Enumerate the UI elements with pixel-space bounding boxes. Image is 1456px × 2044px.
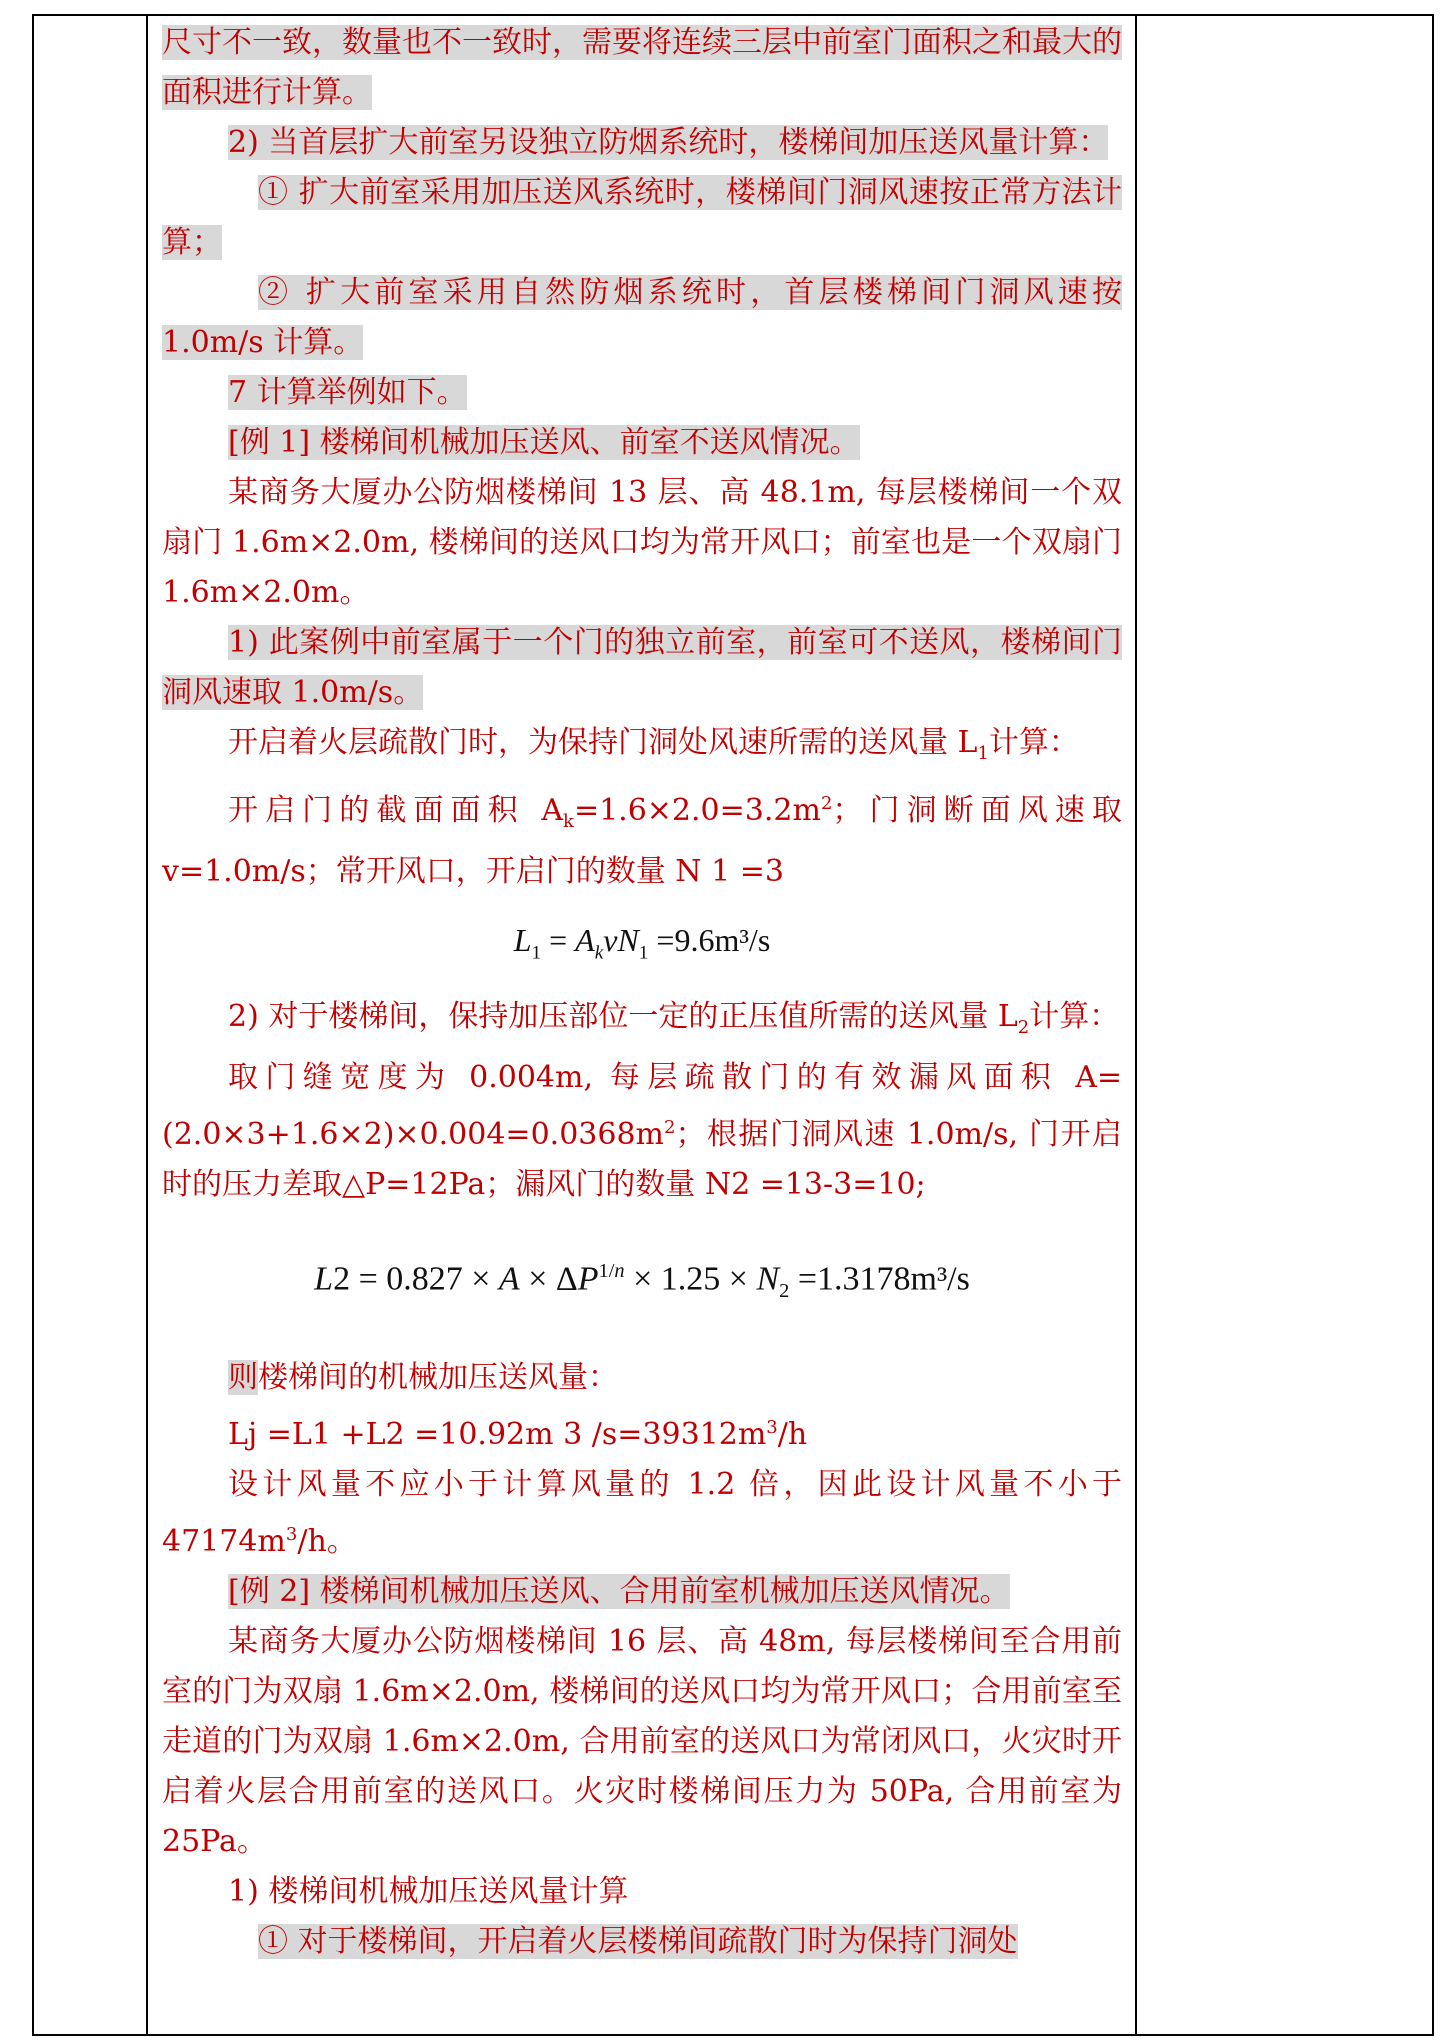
example-2-description: 某商务大厦办公防烟楼梯间 16 层、高 48m, 每层楼梯间至合用前室的门为双扇 1.6m×2.0m, 楼梯间的送风口均为常开风口；合用前室至走道的门为双扇 1.6m×2.0m, 合用前室的送风口为常闭风口，火灾时开启着火层合用前室的送风口。火灾时楼梯间压力为 50Pa, 合用前室为 25Pa。: [162, 1623, 1122, 1859]
example-1-design-note: 设计风量不应小于计算风量的 1.2 倍，因此设计风量不小于 $47174m^3/h$。: [162, 1466, 1122, 1559]
example-1-l1-intro: 开启着火层疏散门时，为保持门洞处风速所需的送风量 $L_1$计算：: [228, 725, 1079, 764]
example-2-step-1: 1) 楼梯间机械加压送风量计算: [228, 1873, 629, 1909]
formula-l1: $L_1 = A_kvN_1 =9.6m^3/s$: [513, 922, 771, 964]
example-1-l2-params: 取门缝宽度为 0.004m, 每层疏散门的有效漏风面积 $A= (2.0\times 3+1.6\times 2)\times 0.004=0.0368m^2$；根据门洞风速 1.0m/s, 门开启时的压力差取△P=12Pa；漏风门的数量 N2 =13-3=10;: [162, 1060, 1122, 1203]
right-column-border: [1135, 16, 1137, 2034]
document-body: [162, 18, 1122, 1967]
example-1-l2-intro: 2) 对于楼梯间，保持加压部位一定的正压值所需的送风量 $L_2$计算：: [228, 999, 1120, 1039]
paragraph-subitem-1: ① 扩大前室采用加压送风系统时，楼梯间门洞风速按正常方法计算；: [162, 175, 1122, 260]
example-1-total-intro: 则楼梯间的机械加压送风量：: [228, 1359, 618, 1395]
left-column-border: [146, 16, 148, 2034]
formula-l2: $L2 = 0.827 \times A \times \Delta P^{1/n} \times 1.25 \times N_2 =1.3178m^3/s$: [314, 1260, 970, 1303]
example-1-title: [例 1] 楼梯间机械加压送风、前室不送风情况。: [228, 425, 860, 460]
example-1-description: 某商务大厦办公防烟楼梯间 13 层、高 48.1m, 每层楼梯间一个双扇门 1.6m×2.0m, 楼梯间的送风口均为常开风口；前室也是一个双扇门 1.6m×2.0m。: [162, 475, 1122, 610]
paragraph-item-2: 2) 当首层扩大前室另设独立防烟系统时，楼梯间加压送风量计算：: [228, 125, 1109, 160]
example-1-l1-params: 开启门的截面面积 $A_k=1.6\times 2.0=3.2m^2$；门洞断面风速取 v=1.0m/s；常开风口，开启门的数量 N 1 =3: [162, 793, 1123, 889]
example-2-title: [例 2] 楼梯间机械加压送风、合用前室机械加压送风情况。: [228, 1573, 1010, 1609]
example-1-total-value: Lj =L1 +L2 =10.92m 3 $/s=39312m^3/h$: [228, 1416, 808, 1452]
paragraph-subitem-2: ② 扩大前室采用自然防烟系统时，首层楼梯间门洞风速按 1.0m/s 计算。: [162, 275, 1122, 360]
example-2-subitem-1: ① 对于楼梯间，开启着火层楼梯间疏散门时为保持门洞处: [258, 1923, 1018, 1959]
example-1-step-1: 1) 此案例中前室属于一个门的独立前室，前室可不送风，楼梯间门洞风速取 1.0m/s。: [162, 625, 1122, 710]
paragraph-continuation: 尺寸不一致，数量也不一致时，需要将连续三层中前室门面积之和最大的面积进行计算。: [162, 25, 1122, 110]
section-heading: 7 计算举例如下。: [228, 375, 467, 410]
